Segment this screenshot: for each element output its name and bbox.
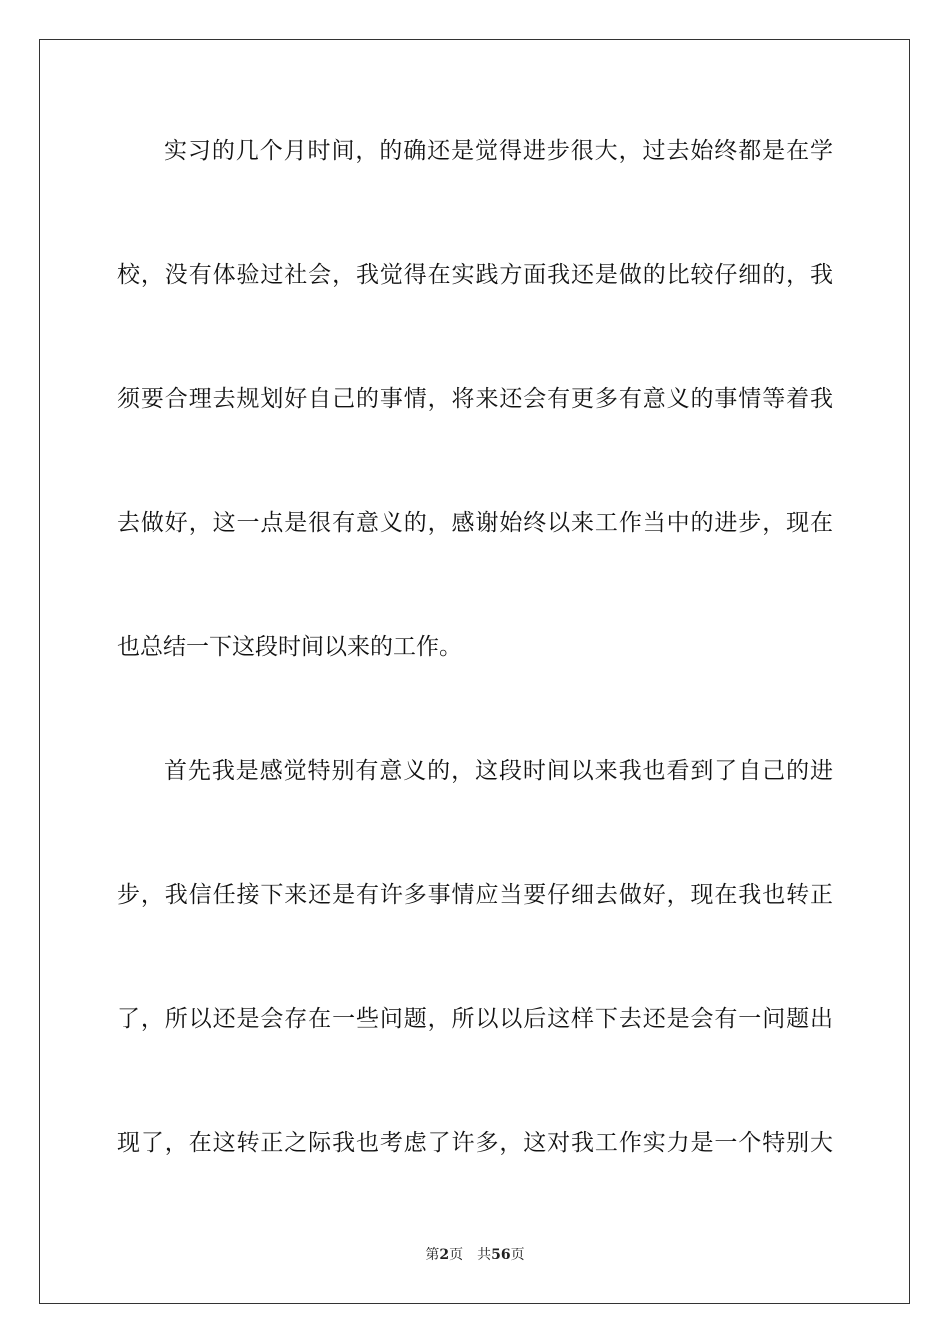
page-border [39, 39, 910, 1304]
page-footer [0, 1246, 950, 1264]
footer-page-number: 2 [439, 1247, 450, 1263]
paragraph-1-line-1: 实习的几个月时间，的确还是觉得进步很大，过去始终都是在学 [164, 138, 833, 164]
paragraph-1-line-2: 校，没有体验过社会，我觉得在实践方面我还是做的比较仔细的，我 [117, 262, 833, 288]
footer-total-prefix: 共 [477, 1247, 492, 1263]
paragraph-2-line-3: 了，所以还是会存在一些问题，所以以后这样下去还是会有一问题出 [117, 1006, 833, 1032]
paragraph-2-line-2: 步，我信任接下来还是有许多事情应当要仔细去做好，现在我也转正 [117, 882, 833, 908]
paragraph-2-line-4: 现了，在这转正之际我也考虑了许多，这对我工作实力是一个特别大 [117, 1130, 833, 1156]
footer-page-prefix: 第 [425, 1247, 440, 1263]
footer-page-suffix: 页 [449, 1247, 464, 1263]
paragraph-2-line-1: 首先我是感觉特别有意义的，这段时间以来我也看到了自己的进 [164, 758, 833, 784]
paragraph-1-line-3: 须要合理去规划好自己的事情，将来还会有更多有意义的事情等着我 [117, 386, 833, 412]
paragraph-1-line-4: 去做好，这一点是很有意义的，感谢始终以来工作当中的进步，现在 [117, 510, 833, 536]
footer-total-suffix: 页 [510, 1247, 525, 1263]
footer-total-pages: 56 [491, 1247, 511, 1263]
paragraph-1-line-5: 也总结一下这段时间以来的工作。 [117, 634, 462, 660]
